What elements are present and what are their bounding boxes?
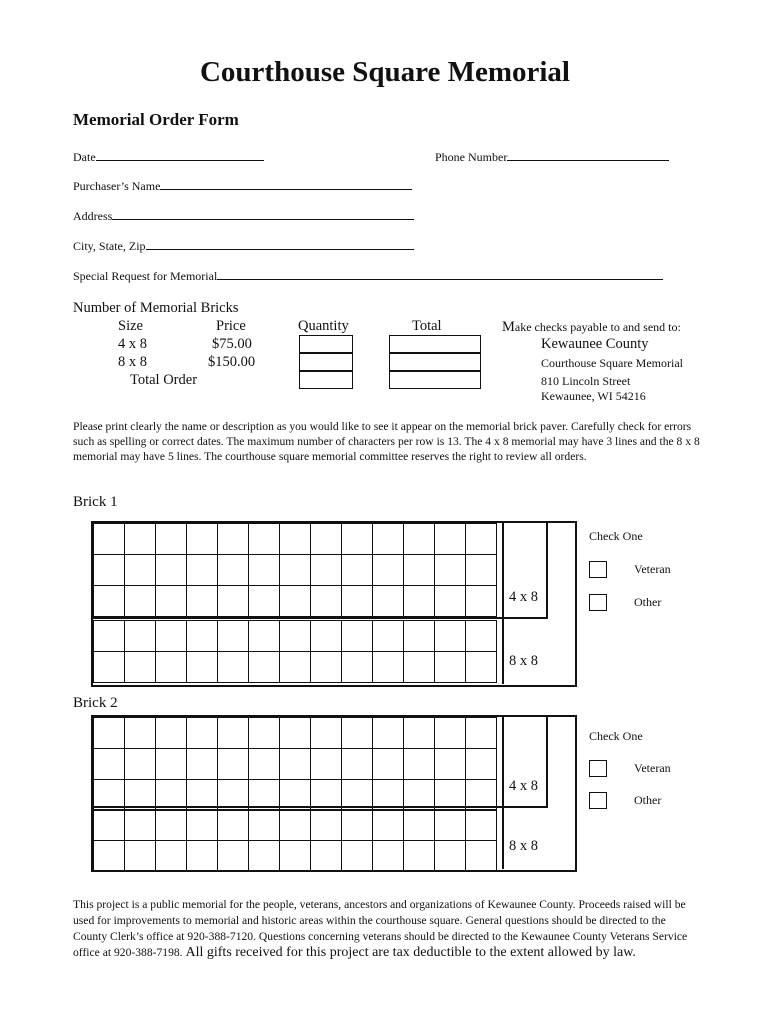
total-header: Total xyxy=(412,318,442,334)
brick-2-label: Brick 2 xyxy=(73,695,118,711)
brick-2-other-checkbox[interactable] xyxy=(589,792,607,809)
form-subtitle: Memorial Order Form xyxy=(73,110,239,129)
size-4x8: 4 x 8 xyxy=(118,336,147,352)
brick-1-check-one: Check One xyxy=(589,529,643,543)
total-order-label: Total Order xyxy=(130,372,198,388)
address-field[interactable] xyxy=(73,208,414,224)
brick-1-label: Brick 1 xyxy=(73,494,118,510)
brick-1-size-large: 8 x 8 xyxy=(509,653,538,669)
address-label: Address xyxy=(73,209,113,223)
total-4x8-box[interactable] xyxy=(389,335,481,353)
city-line[interactable] xyxy=(146,238,414,250)
date-line[interactable] xyxy=(96,149,264,161)
special-request-field[interactable] xyxy=(73,268,663,284)
brick-1-divider-label xyxy=(502,522,504,684)
footer-text-small: This project is a public memorial for the people, veterans, ancestors and organizations of Kewaunee County. Proceeds raised will be used for improvements to memorial and historic areas within the courthouse square. General questions should be directed to the County Clerk’s office at 920-388-7120. Questions concerning veterans should be directed to the Kewaunee County Veterans Service office at 920-388-7198. xyxy=(73,898,688,959)
payable-county: Kewaunee County xyxy=(541,336,649,352)
quantity-4x8-box[interactable] xyxy=(299,335,353,353)
payable-street: 810 Lincoln Street xyxy=(541,374,631,388)
payable-rest: ake checks payable to and send to: xyxy=(514,320,681,334)
brick-1-size-small: 4 x 8 xyxy=(509,589,538,605)
bricks-heading: Number of Memorial Bricks xyxy=(73,300,239,316)
brick-1-divider-right xyxy=(546,522,548,618)
phone-line[interactable] xyxy=(507,149,669,161)
quantity-total-box[interactable] xyxy=(299,371,353,389)
purchaser-field[interactable] xyxy=(73,178,412,194)
brick-2-divider-right xyxy=(546,716,548,807)
brick-2-divider-label xyxy=(502,716,504,869)
payable-org: Courthouse Square Memorial xyxy=(541,356,683,370)
brick-2-other-label: Other xyxy=(634,793,662,807)
brick-2-check-one: Check One xyxy=(589,729,643,743)
price-4x8: $75.00 xyxy=(212,336,252,352)
payable-heading xyxy=(502,318,681,336)
total-8x8-box[interactable] xyxy=(389,353,481,371)
total-order-box[interactable] xyxy=(389,371,481,389)
phone-label: Phone Number xyxy=(435,150,508,164)
size-8x8: 8 x 8 xyxy=(118,354,147,370)
price-header: Price xyxy=(216,318,246,334)
brick-1-large-cells[interactable] xyxy=(93,620,497,683)
brick-2-size-small: 4 x 8 xyxy=(509,778,538,794)
special-request-label: Special Request for Memorial xyxy=(73,269,218,283)
footer-text-large: All gifts received for this project are tax deductible to the extent allowed by law. xyxy=(185,945,636,960)
payable-city: Kewaunee, WI 54216 xyxy=(541,389,646,403)
price-8x8: $150.00 xyxy=(208,354,256,370)
purchaser-label: Purchaser’s Name xyxy=(73,179,161,193)
brick-1-veteran-label: Veteran xyxy=(634,562,671,576)
quantity-header: Quantity xyxy=(298,318,349,334)
brick-1-divider-mid xyxy=(92,617,548,619)
brick-2-small-cells[interactable] xyxy=(93,717,497,811)
instructions-text: Please print clearly the name or description as you would like to see it appear on the memorial brick paver. Carefully check for errors such as spelling or correct dates. The maximum number of characters per row is 13. The 4 x 8 memorial may have 3 lines and the 8 x 8 memorial may have 5 lines. The courthouse square memorial committee reserves the right to review all orders. xyxy=(73,420,700,463)
brick-1-veteran-checkbox[interactable] xyxy=(589,561,607,578)
brick-1-small-cells[interactable] xyxy=(93,523,497,617)
date-field[interactable] xyxy=(73,149,264,165)
city-field[interactable] xyxy=(73,238,414,254)
phone-field[interactable] xyxy=(435,149,669,165)
brick-2-veteran-checkbox[interactable] xyxy=(589,760,607,777)
payable-initial: M xyxy=(502,319,515,335)
footer-text xyxy=(73,897,698,961)
brick-2-veteran-label: Veteran xyxy=(634,761,671,775)
size-header: Size xyxy=(118,318,143,334)
date-label: Date xyxy=(73,150,96,164)
brick-2-size-large: 8 x 8 xyxy=(509,838,538,854)
page-title: Courthouse Square Memorial xyxy=(199,56,570,88)
brick-2-large-cells[interactable] xyxy=(93,809,497,872)
address-line[interactable] xyxy=(112,208,414,220)
purchaser-line[interactable] xyxy=(160,178,412,190)
special-request-line[interactable] xyxy=(217,268,663,280)
brick-1-other-label: Other xyxy=(634,595,662,609)
brick-1-other-checkbox[interactable] xyxy=(589,594,607,611)
quantity-8x8-box[interactable] xyxy=(299,353,353,371)
city-label: City, State, Zip xyxy=(73,239,146,253)
